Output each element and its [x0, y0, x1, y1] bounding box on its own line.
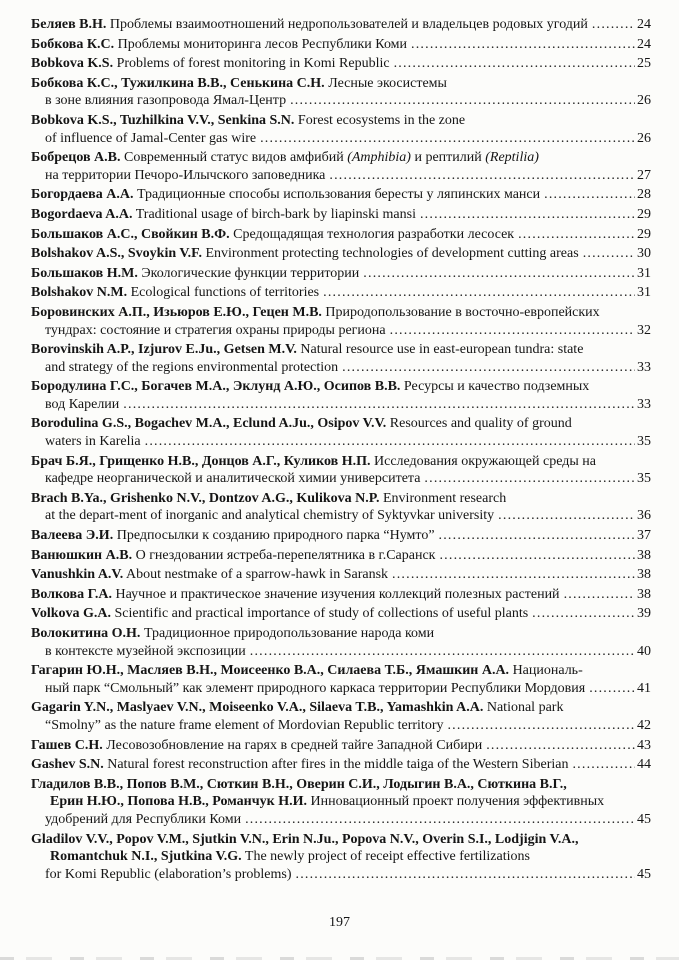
- entry-text: [31, 415, 572, 433]
- entry-authors: Бобкова К.С., Тужилкина В.В., Сенькина С.Н.: [31, 75, 325, 91]
- toc-entry: [31, 415, 651, 450]
- toc-entry: [31, 831, 651, 884]
- entry-title-segment: National park: [483, 700, 564, 716]
- toc-line: [31, 226, 651, 244]
- dot-leader: [439, 547, 635, 565]
- toc-line: [31, 322, 651, 340]
- page-ref: 45: [637, 866, 651, 882]
- entry-authors: Беляев В.Н.: [31, 17, 107, 32]
- entry-title-segment: в контексте музейной экспозиции: [45, 643, 246, 659]
- dot-leader: [544, 186, 635, 204]
- dot-leader: [411, 36, 635, 54]
- page-ref: 33: [637, 359, 651, 375]
- dot-leader: [145, 433, 635, 451]
- toc-line: [31, 55, 651, 73]
- toc-line: [31, 625, 651, 643]
- entry-text: [45, 866, 292, 884]
- dot-leader: [592, 16, 635, 34]
- dot-leader: [296, 866, 636, 884]
- entry-authors: Vanushkin A.V.: [31, 567, 124, 583]
- entry-text: [45, 507, 494, 525]
- toc-entry: [31, 566, 651, 584]
- toc-entry: [31, 527, 651, 545]
- entry-title-segment: и рептилий: [410, 150, 486, 166]
- dot-leader: [329, 167, 635, 185]
- entry-authors: Bogordaeva A.A.: [31, 206, 133, 222]
- entry-text: [45, 396, 119, 414]
- entry-authors: Брач Б.Я., Грищенко Н.В., Донцов А.Г., Куликов Н.П.: [31, 453, 371, 469]
- toc-entry: [31, 605, 651, 623]
- toc-line: [31, 167, 651, 185]
- entry-title-segment: Ecological functions of territories: [127, 285, 320, 301]
- entry-text: [31, 737, 482, 755]
- toc-line: [31, 284, 651, 302]
- toc-list: [31, 16, 651, 885]
- dot-leader: [123, 396, 635, 414]
- entry-title-segment: Исследования окружающей среды на: [370, 453, 596, 469]
- toc-line: [31, 130, 651, 148]
- toc-entry: [31, 284, 651, 302]
- entry-authors: Volkova G.A.: [31, 606, 112, 622]
- entry-text: [31, 75, 447, 93]
- entry-authors: Gladilov V.V., Popov V.M., Sjutkin V.N., Erin N.Ju., Popova N.V., Overin S.I., Lodjigin V.A.,: [31, 831, 579, 847]
- dot-leader: [342, 359, 635, 377]
- toc-entry: [31, 112, 651, 147]
- entry-authors: Волокитина О.Н.: [31, 626, 141, 641]
- toc-line: [31, 396, 651, 414]
- toc-entry: [31, 756, 651, 774]
- toc-entry: [31, 453, 651, 488]
- toc-line: [31, 605, 651, 623]
- page-ref: 26: [637, 130, 651, 146]
- page-ref: 24: [637, 17, 651, 32]
- entry-authors: Боровинских А.П., Изьюров Е.Ю., Гецен М.В.: [31, 304, 322, 320]
- toc-line: [31, 378, 651, 396]
- toc-line: [31, 756, 651, 774]
- entry-title-segment: Environment protecting technologies of development cutting areas: [201, 246, 579, 262]
- dot-leader: [260, 130, 635, 148]
- entry-text: [31, 662, 583, 680]
- toc-line: [31, 717, 651, 735]
- entry-authors: Ванюшкин А.В.: [31, 547, 133, 563]
- toc-line: [31, 149, 651, 167]
- page-ref: 37: [637, 528, 651, 544]
- toc-line: [31, 793, 651, 811]
- entry-authors: Bolshakov N.M.: [31, 285, 128, 301]
- entry-authors: Romantchuk N.I., Sjutkina V.G.: [50, 849, 242, 865]
- entry-title-segment: Проблемы взаимоотношений недропользователей и владельцев родовых угодий: [106, 17, 588, 32]
- entry-text: [31, 36, 407, 54]
- entry-text: [31, 605, 528, 623]
- page-ref: 26: [637, 93, 651, 109]
- dot-leader: [498, 507, 635, 525]
- toc-line: [31, 811, 651, 829]
- entry-authors: Бобрецов А.В.: [31, 150, 121, 166]
- page-ref: 24: [637, 36, 651, 52]
- entry-title-segment: Средощадящая технология разработки лесосек: [229, 226, 515, 242]
- toc-entry: [31, 341, 651, 376]
- entry-text: [45, 680, 585, 698]
- toc-entry: [31, 75, 651, 110]
- entry-authors: Bobkova K.S.: [31, 56, 114, 72]
- toc-line: [31, 643, 651, 661]
- entry-text: [31, 756, 568, 774]
- entry-authors: Богордаева А.А.: [31, 187, 134, 203]
- entry-text: [31, 112, 465, 130]
- entry-authors: Brach B.Ya., Grishenko N.V., Dontzov A.G., Kulikova N.P.: [31, 490, 380, 506]
- entry-authors: Bobkova K.S., Tuzhilkina V.V., Senkina S.N.: [31, 112, 295, 128]
- toc-entry: [31, 699, 651, 734]
- page-ref: 36: [637, 508, 651, 524]
- toc-entry: [31, 226, 651, 244]
- toc-line: [31, 848, 651, 866]
- toc-line: [31, 206, 651, 224]
- entry-text: [45, 717, 443, 735]
- entry-title-segment: waters in Karelia: [45, 434, 141, 450]
- entry-text: [31, 527, 435, 545]
- toc-line: [31, 75, 651, 93]
- dot-leader: [394, 55, 635, 73]
- dot-leader: [424, 470, 635, 488]
- toc-line: [31, 359, 651, 377]
- entry-title-segment: About nestmake of a sparrow-hawk in Saransk: [123, 567, 389, 583]
- toc-line: [31, 831, 651, 849]
- entry-title-segment: на территории Печоро-Илычского заповедника: [45, 167, 326, 183]
- entry-text: [45, 433, 141, 451]
- entry-title-segment: Ресурсы и качество подземных: [400, 379, 590, 395]
- entry-text: [31, 245, 579, 263]
- entry-title-segment: at the depart-ment of inorganic and analytical chemistry of Syktyvkar university: [45, 508, 495, 524]
- toc-entry: [31, 265, 651, 283]
- entry-title-segment: Экологические функции территории: [137, 265, 360, 281]
- entry-title-segment: Resources and quality of ground: [386, 416, 572, 432]
- page-ref: 35: [637, 434, 651, 450]
- entry-authors: Большаков А.С., Свойкин В.Ф.: [31, 226, 230, 242]
- dot-leader: [363, 265, 635, 283]
- entry-title-segment: ный парк “Смольный” как элемент природного каркаса территории Республики Мордовия: [45, 680, 586, 696]
- entry-title-segment: Scientific and practical importance of study of collections of useful plants: [111, 606, 529, 622]
- toc-entry: [31, 625, 651, 660]
- entry-text: [31, 490, 506, 508]
- toc-line: [31, 776, 651, 794]
- entry-text: [45, 643, 246, 661]
- toc-line: [31, 453, 651, 471]
- dot-leader: [439, 527, 635, 545]
- entry-authors: Гладилов В.В., Попов В.М., Сюткин В.Н., Оверин С.И., Лодыгин В.А., Сюткина В.Г.,: [31, 776, 567, 792]
- toc-line: [31, 566, 651, 584]
- entry-text: [31, 149, 539, 167]
- entry-title-segment: Предпосылки к созданию природного парка “Нумто”: [113, 528, 435, 544]
- toc-entry: [31, 547, 651, 565]
- page-ref: 44: [637, 757, 651, 773]
- entry-title-segment: Лесные экосистемы: [324, 75, 447, 91]
- entry-title-segment: Современный статус видов амфибий: [120, 150, 348, 166]
- dot-leader: [572, 756, 635, 774]
- toc-entry: [31, 378, 651, 413]
- toc-line: [31, 662, 651, 680]
- toc-line: [31, 680, 651, 698]
- entry-text: [31, 304, 600, 322]
- entry-text: [31, 186, 540, 204]
- entry-authors: Гагарин Ю.Н., Масляев В.Н., Моисеенко В.А., Силаева Т.Б., Ямашкин А.А.: [31, 663, 510, 679]
- entry-authors: Валеева Э.И.: [31, 528, 114, 544]
- toc-entry: [31, 36, 651, 54]
- entry-authors: Bolshakov A.S., Svoykin V.F.: [31, 246, 202, 262]
- page-ref: 43: [637, 737, 651, 753]
- page-ref: 35: [637, 471, 651, 487]
- toc-line: [31, 36, 651, 54]
- entry-title-segment: вод Карелии: [45, 396, 120, 412]
- page-ref: 42: [637, 717, 651, 733]
- entry-title-segment: Forest ecosystems in the zone: [294, 112, 466, 128]
- entry-title-segment: Природопользование в восточно-европейских: [321, 304, 600, 320]
- dot-leader: [583, 245, 635, 263]
- toc-entry: [31, 149, 651, 184]
- entry-authors: Borovinskih A.P., Izjurov E.Ju., Getsen M.V.: [31, 342, 297, 358]
- entry-text: [31, 378, 589, 396]
- page-ref: 29: [637, 206, 651, 222]
- entry-text: [31, 341, 583, 359]
- entry-text: [45, 167, 325, 185]
- dot-leader: [532, 605, 635, 623]
- toc-line: [31, 433, 651, 451]
- folio-page-number: 197: [329, 915, 350, 930]
- entry-title-segment: Научное и практическое значение изучения коллекций полезных растений: [112, 586, 560, 602]
- entry-title-segment: The newly project of receipt effective fertilizations: [241, 849, 530, 865]
- dot-leader: [390, 322, 635, 340]
- toc-line: [31, 527, 651, 545]
- entry-text: [31, 226, 514, 244]
- entry-text: [45, 359, 338, 377]
- page-ref: 40: [637, 643, 651, 659]
- dot-leader: [447, 717, 635, 735]
- entry-text: [45, 92, 286, 110]
- entry-authors: Большаков Н.М.: [31, 265, 138, 281]
- toc-entry: [31, 16, 651, 34]
- entry-title-segment: тундрах: состояние и стратегия охраны природы региона: [45, 322, 386, 338]
- dot-leader: [250, 643, 635, 661]
- toc-line: [31, 112, 651, 130]
- toc-line: [31, 507, 651, 525]
- page-ref: 38: [637, 567, 651, 583]
- toc-entry: [31, 55, 651, 73]
- entry-text: [31, 55, 390, 73]
- page-ref: 27: [637, 167, 651, 183]
- entry-title-latin-name: (Amphibia): [347, 150, 411, 166]
- entry-title-latin-name: (Reptilia): [485, 150, 539, 166]
- entry-authors: Бородулина Г.С., Богачев М.А., Эклунд А.Ю., Осипов В.В.: [31, 379, 401, 395]
- entry-authors: Borodulina G.S., Bogachev M.A., Eclund A.Ju., Osipov V.V.: [31, 416, 387, 432]
- entry-authors: Волкова Г.А.: [31, 586, 113, 602]
- entry-text: [31, 566, 388, 584]
- entry-title-segment: and strategy of the regions environmental protection: [45, 359, 339, 375]
- entry-authors: Бобкова К.С.: [31, 36, 115, 52]
- entry-title-segment: в зоне влияния газопровода Ямал-Центр: [45, 93, 287, 109]
- entry-text: [31, 265, 359, 283]
- entry-text: [50, 793, 604, 811]
- toc-line: [31, 265, 651, 283]
- entry-title-segment: удобрений для Республики Коми: [45, 811, 242, 827]
- page-ref: 31: [637, 265, 651, 281]
- toc-line: [31, 470, 651, 488]
- entry-title-segment: Традиционное природопользование народа коми: [140, 626, 435, 641]
- entry-authors: Gagarin Y.N., Maslyaev V.N., Moiseenko V.A., Silaeva T.B., Yamashkin A.A.: [31, 700, 484, 716]
- entry-text: [31, 699, 563, 717]
- entry-text: [45, 130, 256, 148]
- toc-entry: [31, 245, 651, 263]
- entry-title-segment: Националь-: [509, 663, 583, 679]
- page-ref: 38: [637, 547, 651, 563]
- toc-line: [31, 415, 651, 433]
- toc-line: [31, 586, 651, 604]
- entry-text: [45, 322, 386, 340]
- dot-leader: [245, 811, 635, 829]
- entry-title-segment: Traditional usage of birch-bark by liapinski mansi: [132, 206, 416, 222]
- toc-line: [31, 737, 651, 755]
- entry-authors: Гашев С.Н.: [31, 737, 103, 753]
- entry-title-segment: Environment research: [379, 490, 507, 506]
- toc-entry: [31, 586, 651, 604]
- page-ref: 32: [637, 322, 651, 338]
- entry-authors: Ерин Н.Ю., Попова Н.В., Романчук Н.И.: [50, 794, 307, 810]
- entry-text: [45, 470, 420, 488]
- dot-leader: [392, 566, 635, 584]
- page-ref: 31: [637, 285, 651, 301]
- page-ref: 38: [637, 586, 651, 602]
- entry-text: [31, 453, 596, 471]
- dot-leader: [290, 92, 635, 110]
- entry-title-segment: Проблемы мониторинга лесов Республики Коми: [114, 36, 408, 52]
- entry-title-segment: Natural resource use in east-european tundra: state: [296, 342, 584, 358]
- toc-line: [31, 245, 651, 263]
- entry-title-segment: Problems of forest monitoring in Komi Republic: [113, 56, 390, 72]
- toc-entry: [31, 662, 651, 697]
- page-ref: 39: [637, 606, 651, 622]
- toc-line: [31, 866, 651, 884]
- toc-line: [31, 547, 651, 565]
- dot-leader: [420, 206, 635, 224]
- toc-entry: [31, 304, 651, 339]
- toc-entry: [31, 776, 651, 829]
- toc-line: [31, 304, 651, 322]
- page-ref: 29: [637, 226, 651, 242]
- entry-text: [31, 586, 560, 604]
- page-ref: 33: [637, 396, 651, 412]
- toc-entry: [31, 490, 651, 525]
- entry-title-segment: Традиционные способы использования бересты у ляпинских манси: [133, 187, 541, 203]
- entry-title-segment: Лесовозобновление на гарях в средней тайге Западной Сибири: [102, 737, 483, 753]
- page-ref: 41: [637, 680, 651, 696]
- entry-title-segment: of influence of Jamal-Center gas wire: [45, 130, 257, 146]
- entry-text: [31, 16, 588, 34]
- entry-text: [31, 206, 416, 224]
- toc-entry: [31, 737, 651, 755]
- toc-line: [31, 341, 651, 359]
- page-ref: 45: [637, 811, 651, 827]
- entry-title-segment: “Smolny” as the nature frame element of Mordovian Republic territory: [45, 717, 444, 733]
- dot-leader: [589, 680, 635, 698]
- toc-entry: [31, 186, 651, 204]
- dot-leader: [323, 284, 635, 302]
- entry-text: [45, 811, 241, 829]
- dot-leader: [518, 226, 635, 244]
- toc-line: [31, 186, 651, 204]
- entry-title-segment: О гнездовании ястреба-перепелятника в г.Саранск: [132, 547, 436, 563]
- toc-line: [31, 16, 651, 34]
- entry-title-segment: Инновационный проект получения эффективных: [307, 794, 605, 810]
- entry-authors: Gashev S.N.: [31, 757, 104, 773]
- toc-line: [31, 92, 651, 110]
- dot-leader: [486, 737, 635, 755]
- page-ref: 25: [637, 56, 651, 72]
- entry-text: [31, 625, 434, 643]
- entry-text: [31, 547, 435, 565]
- entry-text: [50, 848, 530, 866]
- entry-title-segment: for Komi Republic (elaboration’s problems): [45, 866, 292, 882]
- page-ref: 28: [637, 187, 651, 203]
- entry-text: [31, 284, 319, 302]
- toc-line: [31, 699, 651, 717]
- page-ref: 30: [637, 246, 651, 262]
- dot-leader: [564, 586, 635, 604]
- entry-text: [31, 776, 567, 794]
- entry-title-segment: Natural forest reconstruction after fires in the middle taiga of the Western Siberian: [103, 757, 569, 773]
- entry-title-segment: кафедре неорганической и аналитической химии университета: [45, 471, 421, 487]
- toc-entry: [31, 206, 651, 224]
- toc-line: [31, 490, 651, 508]
- entry-text: [31, 831, 578, 849]
